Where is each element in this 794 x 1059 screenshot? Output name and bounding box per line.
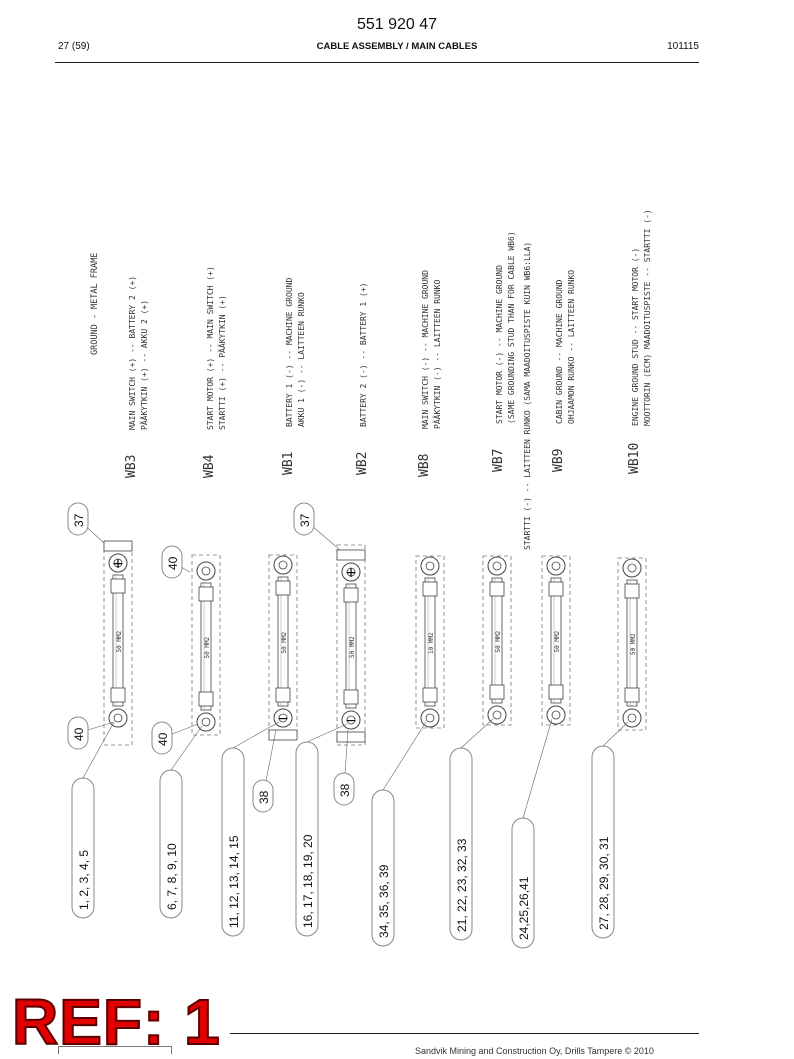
crimp-sleeve: [423, 688, 437, 702]
crimp-sleeve: [549, 582, 563, 596]
crimp-sleeve: [625, 688, 639, 702]
document-number: 551 920 47: [356, 16, 438, 33]
lug-hole: [279, 561, 287, 569]
ground-label: GROUND - METAL FRAME: [90, 252, 100, 355]
cable-description: BATTERY 1 (-) -- MACHINE GROUND: [285, 277, 294, 427]
cable-size-label: 50 MM2: [349, 636, 356, 658]
cable-id: WB3: [124, 454, 139, 478]
cable-id: WB10: [627, 442, 642, 474]
crimp-sleeve: [199, 692, 213, 706]
callout-number: 40: [72, 727, 86, 741]
lug-hole: [426, 562, 434, 570]
terminal-cap: [104, 541, 132, 551]
lug-hole: [114, 714, 122, 722]
leader-line: [383, 722, 426, 790]
leader-line: [603, 722, 628, 746]
cable-description-extra: STARTTI (-) -- LAITTEEN RUNKO (SAMA MAADOITUSPISTE KUIN WB6:LLA): [523, 241, 532, 550]
terminal-cap: [337, 550, 365, 560]
item-numbers: 11, 12, 13, 14, 15: [227, 835, 241, 928]
leader-line: [461, 719, 493, 748]
page-number: 27 (59): [58, 41, 90, 52]
cable-id: WB1: [281, 451, 296, 475]
callout-number: 40: [166, 556, 180, 570]
crimp-sleeve: [111, 579, 125, 593]
cable-size-label: 10 MM2: [428, 632, 435, 654]
minus-icon: −: [277, 711, 289, 727]
crimp-sleeve: [111, 688, 125, 702]
crimp-sleeve: [490, 685, 504, 699]
terminal-cap: [337, 732, 365, 742]
callout-number: 38: [257, 790, 271, 804]
cable-description: MAIN SWITCH (+) -- BATTERY 2 (+): [128, 275, 137, 430]
cable-description-fi: PÄÄKYTKIN (-) -- LAITTEEN RUNKO: [433, 279, 442, 429]
cable-id: WB4: [202, 454, 217, 478]
cable-size-label: 50 MM2: [554, 630, 561, 653]
crimp-sleeve: [199, 587, 213, 601]
item-numbers: 6, 7, 8, 9, 10: [165, 843, 179, 910]
callout-number: 40: [156, 732, 170, 746]
lug-hole: [628, 714, 636, 722]
callout-number: 38: [338, 783, 352, 797]
item-numbers: 16, 17, 18, 19, 20: [301, 834, 315, 928]
crimp-sleeve: [344, 690, 358, 704]
cable-description-fi: MOOTTORIN (ECM) MAADOITUSPISTE -- STARTTI (-): [643, 209, 652, 426]
footer-company: Sandvik Mining and Construction Oy, Drills Tampere © 2010: [415, 1046, 654, 1056]
cable-description: BATTERY 2 (-) -- BATTERY 1 (+): [359, 282, 368, 427]
cable-id: WB8: [417, 453, 432, 477]
page-title: CABLE ASSEMBLY / MAIN CABLES: [316, 41, 478, 52]
item-numbers: 21, 22, 23, 32, 33: [455, 838, 469, 932]
cable-size-label: 50 MM2: [630, 633, 637, 655]
cable-description: START MOTOR (-) -- MACHINE GROUND: [495, 265, 504, 424]
plus-icon: +: [345, 565, 357, 581]
terminal-cap: [269, 730, 297, 740]
footer-divider: [230, 1033, 699, 1034]
item-numbers: 1, 2, 3, 4, 5: [77, 849, 91, 910]
cable-size-label: 50 MM2: [281, 631, 288, 654]
item-numbers: 24,25,26,41: [517, 876, 531, 940]
lug-hole: [552, 711, 560, 719]
cable-description: ENGINE GROUND STUD -- START MOTOR (-): [631, 247, 640, 426]
minus-icon: −: [345, 713, 357, 729]
cable-description-fi: AKKU 1 (-) -- LAITTEEN RUNKO: [297, 292, 306, 427]
lug-hole: [202, 567, 210, 575]
lug-hole: [202, 718, 210, 726]
cable-size-label: 50 MM2: [116, 630, 123, 653]
lug-hole: [493, 562, 501, 570]
crimp-sleeve: [490, 582, 504, 596]
callout-number: 37: [72, 513, 86, 527]
cable-description: START MOTOR (+) -- MAIN SWITCH (+): [206, 266, 215, 430]
cable-description-fi: (SAME GROUNDING STUD THAN FOR CABLE WB6): [507, 231, 516, 424]
lug-hole: [493, 711, 501, 719]
cable-description: CABIN GROUND -- MACHINE GROUND: [555, 279, 564, 424]
lug-hole: [552, 562, 560, 570]
cable-description-fi: STARTTI (+) -- PÄÄKYTKIN (+): [218, 295, 227, 430]
item-numbers: 34, 35, 36, 39: [377, 864, 391, 938]
lug-hole: [426, 714, 434, 722]
crimp-sleeve: [276, 581, 290, 595]
cable-description: MAIN SWITCH (-) -- MACHINE GROUND: [421, 270, 430, 429]
crimp-sleeve: [423, 582, 437, 596]
callout-number: 37: [298, 513, 312, 527]
lug-hole: [628, 564, 636, 572]
crimp-sleeve: [276, 688, 290, 702]
cable-description-fi: OHJAAMON RUNKO -- LAITTEEN RUNKO: [567, 269, 576, 424]
cable-size-label: 50 MM2: [495, 630, 502, 653]
cable-size-label: 50 MM2: [204, 636, 211, 659]
document-date: 101115: [667, 41, 699, 52]
crimp-sleeve: [549, 685, 563, 699]
crimp-sleeve: [344, 588, 358, 602]
cable-id: WB2: [355, 451, 370, 475]
cable-id: WB7: [491, 448, 506, 472]
ref-stamp: REF: 1: [12, 986, 221, 1058]
cable-id: WB9: [551, 448, 566, 472]
item-numbers: 27, 28, 29, 30, 31: [597, 836, 611, 930]
leader-line: [523, 719, 552, 818]
plus-icon: +: [112, 556, 124, 572]
crimp-sleeve: [625, 584, 639, 598]
cable-description-fi: PÄÄKYTKIN (+) -- AKKU 2 (+): [140, 299, 149, 430]
